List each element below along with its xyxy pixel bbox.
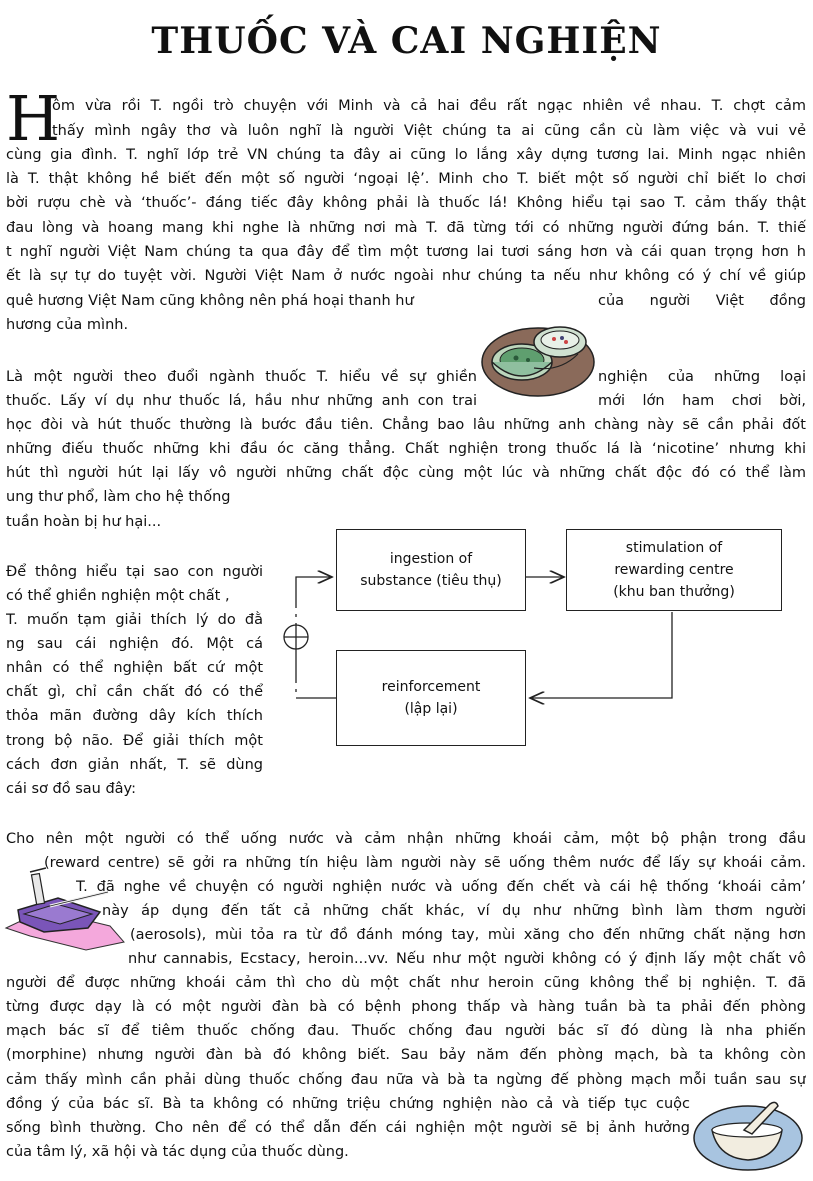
paragraph-1-line: bời rượu chè và ‘thuốc’- đáng tiếc đây không phải là thuốc lá! Không hiểu tại sao T. cảm thấy thật bbox=[6, 195, 806, 211]
paragraph-1-line: ết là sự tự do tuyệt vời. Người Việt Nam ở nước ngoài như chúng ta nếu như không có ý chí về giúp bbox=[6, 268, 806, 284]
paragraph-2-line: những điếu thuốc những khi đầu óc căng thẳng. Chất nghiện trong thuốc lá là ‘nicotine’ nhưng khi bbox=[6, 441, 806, 457]
paragraph-4-line: (morphine) nhưng người đàn bà đó không biết. Sau bảy năm đến phòng mạch, bà ta không còn bbox=[6, 1047, 806, 1063]
paragraph-4-line: người để được những khoái cảm thì cho dù một chất như heroin cũng không thể bị nghiện. T. đã bbox=[6, 975, 806, 991]
paragraph-2-line: ung thư phổ, làm cho hệ thống bbox=[6, 489, 231, 505]
paragraph-3-line: cái sơ đồ sau đây: bbox=[6, 781, 136, 797]
paragraph-1-line: t nghĩ người Việt Nam chúng ta qua đây để tìm một tương lai tươi sáng hơn và cái quan trọng hơn h bbox=[6, 244, 806, 260]
paragraph-2-line: mới lớn ham chơi bời, bbox=[598, 393, 806, 409]
paragraph-3-line: cách đơn giản nhất, T. sẽ dùng bbox=[6, 757, 263, 773]
paragraph-4-line: Cho nên một người có thể uống nước và cảm nhận những khoái cảm, một bộ phận trong đầu bbox=[6, 831, 806, 847]
paragraph-1-line: hương của mình. bbox=[6, 317, 129, 333]
paragraph-4-line: này áp dụng đến tất cả những chất khác, ví dụ như những bình làm thơm người bbox=[102, 903, 806, 919]
paragraph-4-line: (reward centre) sẽ gởi ra những tín hiệu làm người này sẽ uống thêm nước để lấy sự khoái cảm. bbox=[44, 855, 806, 871]
stimulation-label: rewarding centre bbox=[614, 562, 734, 578]
paragraph-3-line: T. muốn tạm giải thích lý do đằ bbox=[6, 612, 263, 628]
paragraph-4-line: như cannabis, Ecstacy, heroin...vv. Nếu như một người không có ý định lấy một chất vô bbox=[128, 951, 806, 967]
paragraph-1-line: của người Việt đồng bbox=[598, 293, 806, 309]
bowls-illustration bbox=[478, 308, 598, 400]
paragraph-3-line: chất gì, chỉ cần chất đó có thể bbox=[6, 684, 263, 700]
paragraph-4-line: cảm thấy mình cần phải dùng thuốc chống đau nữa và bà ta ngừng đế phòng mạch mỗi tuần sau sự bbox=[6, 1072, 806, 1088]
paragraph-4-line: (aerosols), mùi tỏa ra từ đồ đánh móng tay, mùi xăng cho đến những chất nặng hơn bbox=[130, 927, 806, 943]
paragraph-1-line: đau lòng và hoang mang khi nghe là những nơi mà T. đã từng tới có những người đứng bán. T. thiế bbox=[6, 220, 806, 236]
paragraph-2-line: hút thì người hút lại lấy vô người những chất độc cùng một lúc và những chất độc đó có thể làm bbox=[6, 465, 806, 481]
reinforcement-box bbox=[336, 650, 526, 746]
paragraph-3-line: nhân có thể nghiện bất cứ một bbox=[6, 660, 263, 676]
reinforcement-label: reinforcement bbox=[381, 679, 481, 695]
paragraph-2-line: tuần hoàn bị hư hại... bbox=[6, 514, 162, 530]
drop-cap: H bbox=[6, 82, 61, 155]
paragraph-2-line: thuốc. Lấy ví dụ như thuốc lá, hầu như những anh con trai bbox=[6, 393, 477, 409]
paragraph-4-line: từng được dạy là có một người đàn bà có bệnh phong thấp và hàng tuần bà ta phải đến phòng bbox=[6, 999, 806, 1015]
paragraph-4-line: sống bình thường. Cho nên để có thể dẫn đến cái nghiện một người sẽ bị ảnh hưởng bbox=[6, 1120, 690, 1136]
paragraph-2-line: Là một người theo đuổi ngành thuốc T. hiểu về sự ghiền bbox=[6, 369, 477, 385]
paragraph-1-line: thấy mình ngây thơ và luôn nghĩ là người Việt chúng ta ai cũng cần cù làm việc và vui vẻ bbox=[52, 123, 806, 139]
paragraph-4-line: đồng ý của bác sĩ. Bà ta không có những triệu chứng nghiện nào cả và tiếp tục cuộc bbox=[6, 1096, 690, 1112]
paragraph-4-line: mạch bác sĩ để tiêm thuốc chống đau. Thuốc chống đau người bác sĩ đó dùng là nha phiến bbox=[6, 1023, 806, 1039]
paragraph-2-line: học đòi và hút thuốc thường là bước đầu tiên. Chẳng bao lâu những anh chàng này sẽ cần phải đốt bbox=[6, 417, 806, 433]
paragraph-3-line: trong bộ não. Để giải thích một bbox=[6, 733, 263, 749]
paragraph-3-line: ng sau cái nghiện đó. Một cá bbox=[6, 636, 263, 652]
ingestion-box bbox=[336, 529, 526, 611]
stimulation-box bbox=[566, 529, 782, 611]
paragraph-4-line: của tâm lý, xã hội và tác dụng của thuốc dùng. bbox=[6, 1144, 349, 1160]
stimulation-label: (khu ban thưởng) bbox=[613, 584, 735, 600]
paragraph-1-line: cùng gia đình. T. nghĩ lớp trẻ VN chúng ta đây ai cũng lo lắng xây dựng tương lai. Minh ngạc nhiên bbox=[6, 147, 806, 163]
paragraph-3-line: có thể ghiền nghiện một chất , bbox=[6, 588, 230, 604]
paragraph-3-line: Để thông hiểu tại sao con người bbox=[6, 564, 263, 580]
paragraph-1-line: quê hương Việt Nam cũng không nên phá hoại thanh hư bbox=[6, 293, 414, 309]
paragraph-4-line: T. đã nghe về chuyện có người nghiện nước và uống đến chết và cái hệ thống ‘khoái cảm’ bbox=[76, 879, 806, 895]
stimulation-label: stimulation of bbox=[625, 540, 723, 556]
ingestion-label: substance (tiêu thụ) bbox=[360, 573, 502, 589]
paragraph-2-line: nghiện của những loại bbox=[598, 369, 806, 385]
paragraph-3-line: thỏa mãn đường dây kích thích bbox=[6, 708, 263, 724]
paragraph-1-line: là T. thật không hề biết đến một số người ‘ngoại lệ’. Minh cho T. biết một số người chỉ biết lo chơi bbox=[6, 171, 806, 187]
mortar-pestle-illustration bbox=[690, 1096, 806, 1174]
reinforcement-label: (lập lại) bbox=[404, 701, 458, 717]
page-title: THUỐC VÀ CAI NGHIỆN bbox=[151, 20, 662, 62]
paragraph-1-line: ôm vừa rồi T. ngồi trò chuyện với Minh và cả hai đều rất ngạc nhiên về nhau. T. chợt cảm bbox=[52, 98, 806, 114]
ingestion-label: ingestion of bbox=[389, 551, 473, 567]
